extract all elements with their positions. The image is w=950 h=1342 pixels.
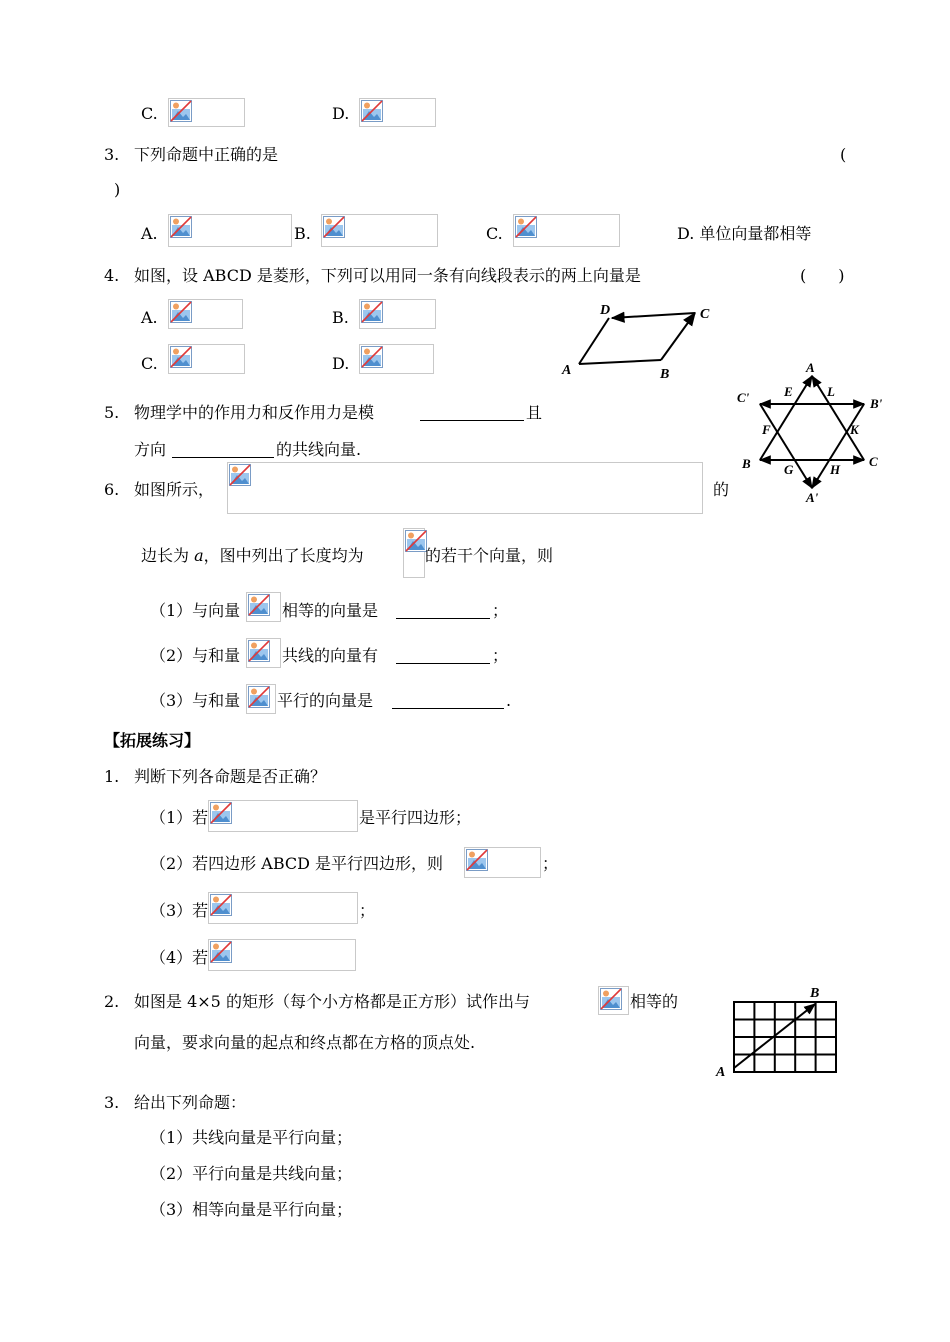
q6-figure-image bbox=[227, 462, 703, 514]
broken-image-icon bbox=[170, 301, 192, 323]
broken-image-icon bbox=[248, 640, 270, 662]
q6-sub1-blank[interactable] bbox=[396, 602, 490, 619]
q3-paren-close: ) bbox=[114, 180, 121, 199]
ext-q2-text-2: 向量，要求向量的起点和终点都在方格的顶点处. bbox=[134, 1033, 476, 1052]
grid-figure bbox=[712, 980, 844, 1095]
q4-option-a-image bbox=[168, 299, 243, 329]
ext-q1-text: 判断下列各命题是否正确？ bbox=[134, 767, 327, 786]
rhombus-side-ad bbox=[579, 318, 609, 364]
rhombus-label-c: C bbox=[700, 307, 710, 322]
broken-image-icon bbox=[515, 216, 537, 238]
ext-q1-s2-a: （2）若四边形 ABCD 是平行四边形，则 bbox=[150, 854, 444, 873]
hexagram-label-g: G bbox=[784, 462, 794, 477]
q6-sub2-image bbox=[246, 638, 281, 668]
q2-option-c-label: C. bbox=[141, 104, 158, 123]
broken-image-icon bbox=[361, 100, 383, 122]
q6-number: 6. bbox=[104, 480, 120, 499]
hexagram-figure bbox=[730, 358, 895, 508]
grid-lines bbox=[734, 1002, 836, 1072]
q5-text-1b: 且 bbox=[526, 403, 543, 422]
q2-option-c-image bbox=[168, 98, 245, 127]
ext-q2-text-1: 如图是 4×5 的矩形（每个小方格都是正方形）试作出与 bbox=[134, 992, 530, 1011]
q4-option-d-image bbox=[359, 344, 434, 374]
q5-blank-2[interactable] bbox=[172, 441, 274, 458]
ext-q1-s1-image bbox=[208, 800, 358, 832]
hexagram-label-bp: B' bbox=[870, 396, 883, 411]
q6-sub2-blank[interactable] bbox=[396, 647, 490, 664]
q2-option-d-label: D. bbox=[332, 104, 350, 123]
ext-q2-text-1b: 相等的 bbox=[630, 992, 679, 1011]
q3-option-a-label: A. bbox=[141, 224, 158, 243]
q3-option-c-label: C. bbox=[486, 224, 503, 243]
hexagram-label-c: C bbox=[869, 454, 878, 469]
q3-number: 3. bbox=[104, 145, 120, 164]
hexagram-label-h: H bbox=[830, 462, 841, 477]
q3-option-b-image bbox=[321, 214, 438, 247]
ext-q3-number: 3. bbox=[104, 1093, 120, 1112]
q4-text: 如图，设 ABCD 是菱形，下列可以用同一条有向线段表示的两上向量是 bbox=[134, 266, 641, 285]
q3-option-d: D. 单位向量都相等 bbox=[677, 224, 812, 243]
q4-option-b-image bbox=[359, 299, 436, 329]
q6-sub3-blank[interactable] bbox=[392, 692, 504, 709]
ext-q1-s2-image bbox=[464, 847, 541, 878]
broken-image-icon bbox=[248, 594, 270, 616]
hexagram-label-ap: A' bbox=[806, 490, 819, 505]
q6-sub3-image bbox=[246, 684, 276, 714]
rhombus-side-bc bbox=[661, 313, 695, 360]
q4-number: 4. bbox=[104, 266, 120, 285]
hexagram-label-b: B bbox=[742, 456, 751, 471]
broken-image-icon bbox=[210, 894, 232, 916]
ext-q1-number: 1. bbox=[104, 767, 120, 786]
q6-sub2-a: （2）与和量 bbox=[150, 646, 241, 665]
ext-q1-s3-b: ； bbox=[359, 901, 376, 920]
rhombus-label-b: B bbox=[660, 367, 670, 382]
hexagram-label-k: K bbox=[850, 422, 859, 437]
q6-text-1: 如图所示， bbox=[134, 480, 215, 499]
ext-q1-s3-a: （3）若 bbox=[150, 901, 209, 920]
q4-option-c-label: C. bbox=[141, 354, 158, 373]
hexagram-label-l: L bbox=[827, 384, 835, 399]
q5-text-2b: 的共线向量. bbox=[276, 440, 362, 459]
broken-image-icon bbox=[361, 346, 383, 368]
q6-sub1-a: （1）与向量 bbox=[150, 601, 241, 620]
q3-option-a-image bbox=[168, 214, 292, 247]
ext-q3-s3: （3）相等向量是平行向量； bbox=[150, 1200, 353, 1219]
hexagram-label-a: A bbox=[806, 360, 815, 375]
hexagram-label-f: F bbox=[762, 422, 771, 437]
broken-image-icon bbox=[170, 216, 192, 238]
q5-blank-1[interactable] bbox=[420, 404, 524, 421]
ext-q3-s1: （1）共线向量是平行向量； bbox=[150, 1128, 353, 1147]
q4-option-a-label: A. bbox=[141, 308, 158, 327]
q6-text-2c: 的若干个向量，则 bbox=[425, 546, 554, 565]
ext-q1-s2-b: ； bbox=[542, 854, 559, 873]
broken-image-icon bbox=[323, 216, 345, 238]
rhombus-label-d: D bbox=[600, 303, 611, 318]
q5-text-2: 方向 bbox=[134, 440, 167, 459]
ext-q2-vector-image bbox=[598, 986, 629, 1015]
broken-image-icon bbox=[466, 849, 488, 871]
q4-paren: ( ) bbox=[800, 266, 845, 285]
rhombus-side-cd bbox=[612, 313, 695, 318]
q6-text-1b: 的 bbox=[713, 480, 730, 499]
rhombus-figure bbox=[556, 296, 726, 386]
q4-option-b-label: B. bbox=[332, 308, 349, 327]
ext-q3-s2: （2）平行向量是共线向量； bbox=[150, 1164, 353, 1183]
grid-label-a: A bbox=[716, 1065, 726, 1080]
q3-text: 下列命题中正确的是 bbox=[134, 145, 279, 164]
ext-q1-s1-a: （1）若 bbox=[150, 808, 209, 827]
ext-heading: 【拓展练习】 bbox=[104, 731, 201, 750]
q6-text-2: 边长为 a，图中列出了长度均为 bbox=[141, 546, 364, 565]
broken-image-icon bbox=[600, 988, 622, 1010]
q3-option-b-label: B. bbox=[294, 224, 311, 243]
broken-image-icon bbox=[210, 941, 232, 963]
q2-option-d-image bbox=[359, 98, 436, 127]
ext-q2-number: 2. bbox=[104, 992, 120, 1011]
q6-sub2-c: ； bbox=[492, 646, 509, 665]
broken-image-icon bbox=[229, 464, 251, 486]
broken-image-icon bbox=[170, 100, 192, 122]
ext-q3-text: 给出下列命题： bbox=[134, 1093, 247, 1112]
hexagram-label-e: E bbox=[784, 384, 793, 399]
q3-option-c-image bbox=[513, 214, 620, 247]
broken-image-icon bbox=[210, 802, 232, 824]
q6-sub3-a: （3）与和量 bbox=[150, 691, 241, 710]
q5-text-1: 物理学中的作用力和反作用力是模 bbox=[134, 403, 375, 422]
rhombus-side-ab bbox=[579, 360, 661, 364]
q6-sub2-b: 共线的向量有 bbox=[282, 646, 379, 665]
ext-q1-s3-image bbox=[208, 892, 358, 924]
grid-label-b: B bbox=[810, 986, 820, 1001]
q6-sub1-c: ； bbox=[492, 601, 509, 620]
ext-q1-s4-image bbox=[208, 939, 356, 971]
q6-length-image bbox=[403, 528, 425, 578]
ext-q1-s4-a: （4）若 bbox=[150, 948, 209, 967]
q6-sub1-image bbox=[246, 592, 281, 622]
ext-q1-s1-b: 是平行四边形； bbox=[359, 808, 472, 827]
broken-image-icon bbox=[170, 346, 192, 368]
broken-image-icon bbox=[405, 530, 427, 552]
q3-paren-open: ( bbox=[840, 145, 847, 164]
q4-option-c-image bbox=[168, 344, 245, 374]
rhombus-label-a: A bbox=[562, 363, 572, 378]
q6-sub1-b: 相等的向量是 bbox=[282, 601, 379, 620]
q5-number: 5. bbox=[104, 403, 120, 422]
broken-image-icon bbox=[361, 301, 383, 323]
q4-option-d-label: D. bbox=[332, 354, 350, 373]
q6-sub3-b: 平行的向量是 bbox=[277, 691, 374, 710]
broken-image-icon bbox=[248, 686, 270, 708]
hexagram-label-cp: C' bbox=[737, 390, 750, 405]
q6-sub3-c: . bbox=[506, 691, 512, 710]
